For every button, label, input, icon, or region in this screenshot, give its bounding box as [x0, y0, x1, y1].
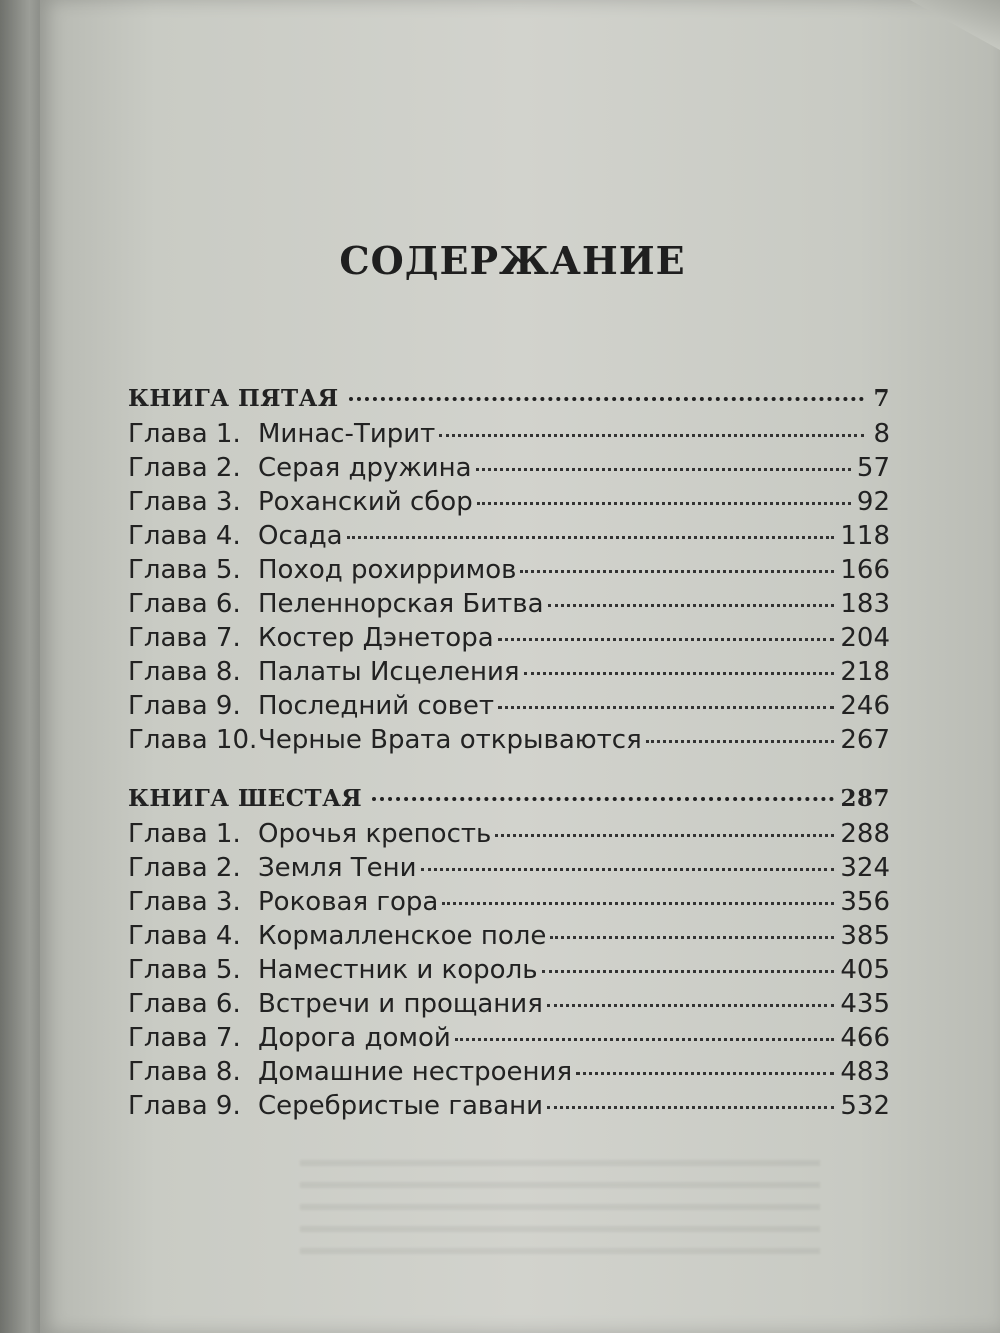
toc-entry [128, 725, 890, 759]
dot-leader [347, 536, 835, 539]
page-title: СОДЕРЖАНИЕ [339, 238, 686, 283]
chapter-title: Наместник и король [258, 955, 538, 985]
chapter-title: Палаты Исцеления [258, 657, 520, 687]
chapter-page: 324 [840, 853, 890, 883]
chapter-label: Глава 8. [128, 1057, 241, 1087]
chapter-label: Глава 9. [128, 691, 241, 721]
dot-leader [520, 570, 834, 573]
dot-leader [576, 1072, 834, 1075]
chapter-page: 92 [856, 487, 890, 517]
chapter-label: Глава 7. [128, 623, 241, 653]
chapter-label: Глава 4. [128, 921, 241, 951]
dot-leader [646, 740, 835, 743]
toc-entry [128, 1091, 890, 1125]
toc-entry [128, 921, 890, 955]
book-page-number: 7 [873, 385, 890, 412]
bleed-through-text [300, 1160, 820, 1270]
chapter-page: 166 [840, 555, 890, 585]
book-label: КНИГА ПЯТАЯ [128, 385, 339, 412]
dot-leader [547, 1004, 835, 1007]
toc-entry [128, 989, 890, 1023]
chapter-title: Кормалленское поле [258, 921, 547, 951]
toc-entry [128, 819, 890, 853]
chapter-label: Глава 1. [128, 419, 241, 449]
chapter-title: Поход рохирримов [258, 555, 517, 585]
chapter-title: Пеленнорская Битва [258, 589, 544, 619]
dot-leader [349, 397, 864, 401]
chapter-page: 356 [840, 887, 890, 917]
toc-entry [128, 419, 890, 453]
chapter-page: 466 [840, 1023, 890, 1053]
chapter-label: Глава 2. [128, 453, 241, 483]
chapter-title: Осада [258, 521, 343, 551]
chapter-page: 246 [840, 691, 890, 721]
chapter-page: 483 [840, 1057, 890, 1087]
page-corner [910, 0, 1000, 50]
toc-entry [128, 853, 890, 887]
chapter-title: Последний совет [258, 691, 495, 721]
chapter-title: Роковая гора [258, 887, 439, 917]
dot-leader [498, 706, 834, 709]
toc-entry [128, 453, 890, 487]
chapter-label: Глава 9. [128, 1091, 241, 1121]
chapter-title: Костер Дэнетора [258, 623, 494, 653]
chapter-page: 435 [840, 989, 890, 1019]
toc-book-header [128, 385, 890, 419]
chapter-page: 288 [840, 819, 890, 849]
toc-entry [128, 555, 890, 589]
chapter-label: Глава 1. [128, 819, 241, 849]
book-page-number: 287 [840, 785, 890, 812]
dot-leader [476, 468, 851, 471]
toc-entry [128, 521, 890, 555]
chapter-label: Глава 6. [128, 589, 241, 619]
chapter-title: Серая дружина [258, 453, 472, 483]
toc-entry [128, 955, 890, 989]
toc-entry [128, 887, 890, 921]
chapter-label: Глава 2. [128, 853, 241, 883]
toc-entry [128, 657, 890, 691]
chapter-label: Глава 6. [128, 989, 241, 1019]
chapter-title: Дорога домой [258, 1023, 451, 1053]
chapter-title: Земля Тени [258, 853, 417, 883]
toc-entry [128, 691, 890, 725]
chapter-title: Черные Врата открываются [258, 725, 642, 755]
dot-leader [547, 1106, 834, 1109]
dot-leader [498, 638, 835, 641]
chapter-page: 405 [840, 955, 890, 985]
dot-leader [442, 902, 834, 905]
chapter-title: Домашние нестроения [258, 1057, 573, 1087]
chapter-label: Глава 5. [128, 955, 241, 985]
chapter-page: 218 [840, 657, 890, 687]
chapter-title: Минас-Тирит [258, 419, 436, 449]
toc-book-five [128, 385, 890, 759]
toc-book-header [128, 785, 890, 819]
dot-leader [421, 868, 835, 871]
chapter-label: Глава 5. [128, 555, 241, 585]
chapter-page: 183 [840, 589, 890, 619]
chapter-label: Глава 4. [128, 521, 241, 551]
chapter-title: Орочья крепость [258, 819, 492, 849]
book-label: КНИГА ШЕСТАЯ [128, 785, 363, 812]
chapter-page: 57 [856, 453, 890, 483]
dot-leader [372, 797, 834, 801]
chapter-title: Роханский сбор [258, 487, 473, 517]
toc-entry [128, 589, 890, 623]
chapter-label: Глава 3. [128, 887, 241, 917]
dot-leader [542, 970, 835, 973]
chapter-page: 385 [840, 921, 890, 951]
toc-entry [128, 1057, 890, 1091]
dot-leader [548, 604, 835, 607]
chapter-label: Глава 8. [128, 657, 241, 687]
toc-entry [128, 1023, 890, 1057]
toc-entry [128, 623, 890, 657]
dot-leader [439, 434, 864, 437]
chapter-page: 267 [840, 725, 890, 755]
chapter-label: Глава 7. [128, 1023, 241, 1053]
dot-leader [495, 834, 834, 837]
dot-leader [477, 502, 851, 505]
book-spine [0, 0, 42, 1333]
chapter-page: 118 [840, 521, 890, 551]
chapter-page: 204 [840, 623, 890, 653]
toc-entry [128, 487, 890, 521]
dot-leader [455, 1038, 835, 1041]
chapter-page: 532 [840, 1091, 890, 1121]
toc-book-six [128, 785, 890, 1125]
chapter-label: Глава 3. [128, 487, 241, 517]
chapter-title: Серебристые гавани [258, 1091, 544, 1121]
dot-leader [524, 672, 835, 675]
chapter-page: 8 [873, 419, 890, 449]
dot-leader [550, 936, 834, 939]
chapter-title: Встречи и прощания [258, 989, 543, 1019]
chapter-label: Глава 10. [128, 725, 258, 755]
